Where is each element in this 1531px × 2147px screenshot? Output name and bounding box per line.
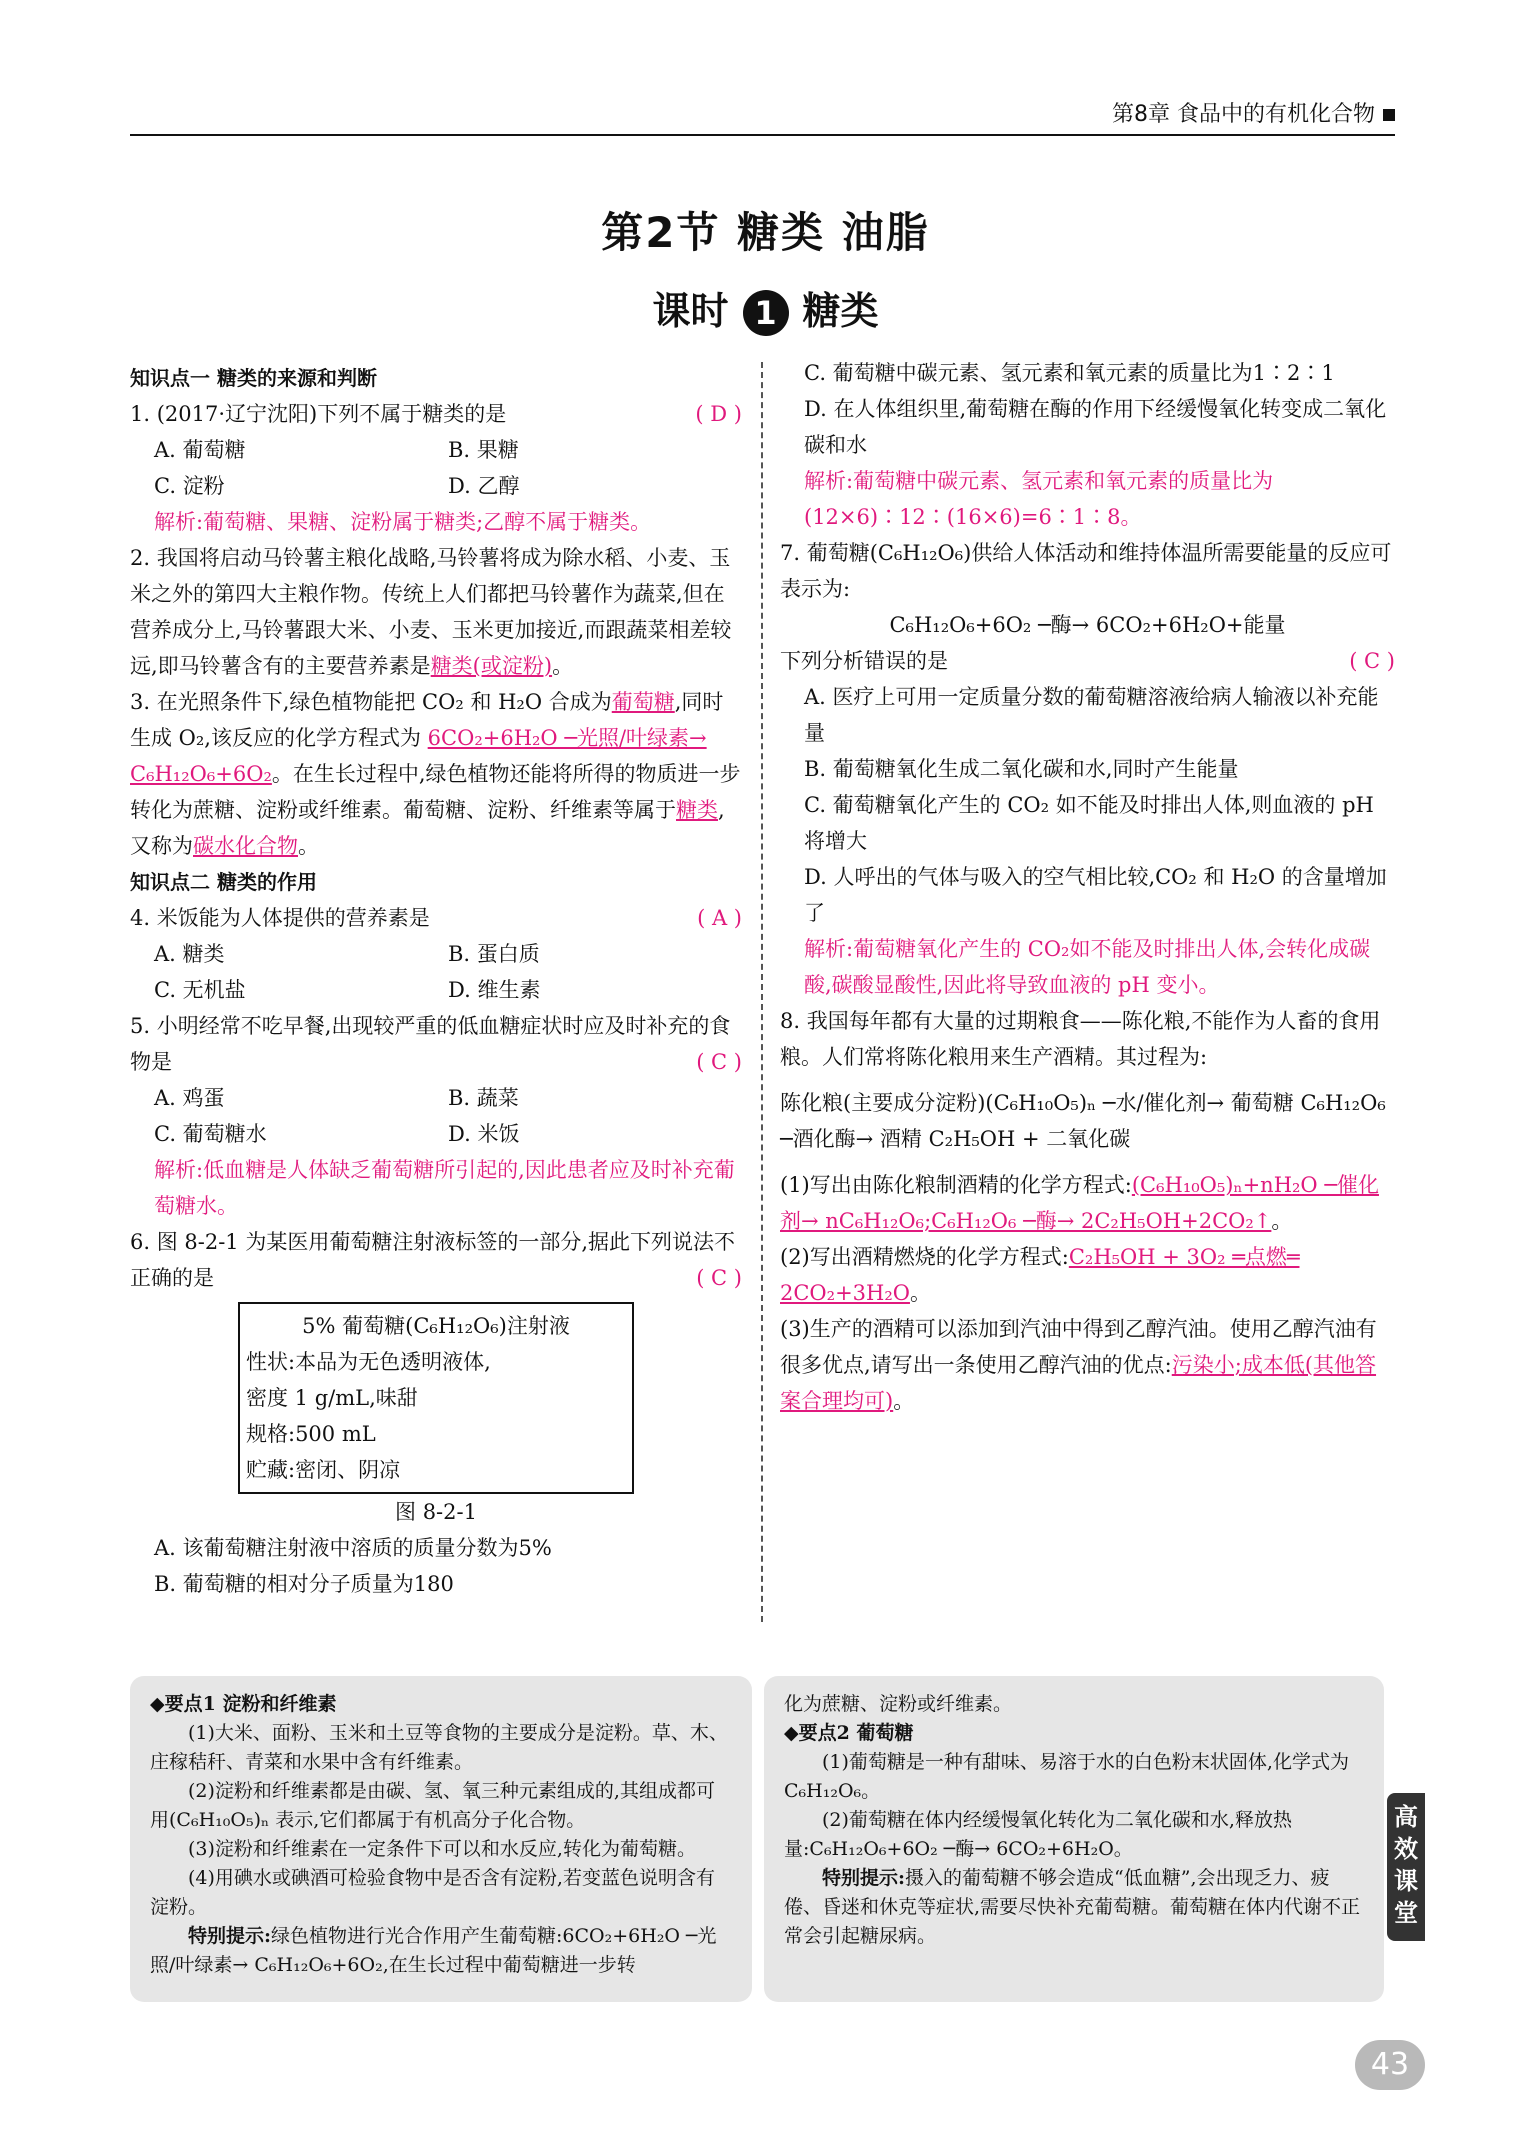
running-header — [130, 96, 1395, 136]
chapter-title: 第8章 食品中的有机化合物 — [1112, 97, 1395, 128]
question-1: ( D ) 1. (2017·辽宁沈阳)下列不属于糖类的是 — [130, 402, 742, 426]
key-point-2-p1: (1)葡萄糖是一种有甜味、易溶于水的白色粉末状固体,化学式为 C₆H₁₂O₆。 — [784, 1751, 1349, 1802]
question-8-2: (2)写出酒精燃烧的化学方程式:C₂H₅OH + 3O₂ ═点燃═ 2CO₂+3H₂O。 — [780, 1245, 1300, 1305]
key-point-1-p1: (1)大米、面粉、玉米和土豆等食物的主要成分是淀粉。草、木、庄稼秸秆、青菜和水果中含有纤维素。 — [150, 1722, 728, 1773]
options-4: A. 糖类 B. 蛋白质 — [154, 942, 540, 966]
option-6d: D. 在人体组织里,葡萄糖在酶的作用下经缓慢氧化转变成二氧化碳和水 — [804, 397, 1387, 457]
lesson-title: 课时 1 糖类 — [0, 280, 1531, 336]
key-points-box-left — [130, 1676, 752, 2002]
section-title: 第2节 糖类 油脂 — [601, 208, 930, 257]
option-7a: A. 医疗上可用一定质量分数的葡萄糖溶液给病人输液以补充能量 — [804, 685, 1379, 745]
question-8-1: (1)写出由陈化粮制酒精的化学方程式:(C₆H₁₀O₅)ₙ+nH₂O ─催化剂→ nC₆H₁₂O₆;C₆H₁₂O₆ ─酶→ 2C₂H₅OH+2CO₂↑。 — [780, 1173, 1379, 1233]
key-point-2-tip: 特别提示:摄入的葡萄糖不够会造成“低血糖”,会出现乏力、疲倦、昏迷和休克等症状,需要尽快补充葡萄糖。葡萄糖在体内代谢不正常会引起糖尿病。 — [784, 1867, 1361, 1947]
explanation-6: 解析:葡萄糖中碳元素、氢元素和氧元素的质量比为(12×6)∶12∶(16×6)=6∶1∶8。 — [804, 469, 1274, 529]
option-7d: D. 人呼出的气体与吸入的空气相比较,CO₂ 和 H₂O 的含量增加了 — [804, 865, 1387, 925]
option-7c: C. 葡萄糖氧化产生的 CO₂ 如不能及时排出人体,则血液的 pH 将增大 — [804, 793, 1374, 853]
question-2: 2. 我国将启动马铃薯主粮化战略,马铃薯将成为除水稻、小麦、玉米之外的第四大主粮作物。传统上人们都把马铃薯作为蔬菜,但在营养成分上,马铃薯跟大米、小麦、玉米更加接近,而跟蔬菜相差较远,即马铃薯含有的主要营养素是糖类(或淀粉)。 — [130, 546, 732, 678]
figure-caption: 图 8-2-1 — [395, 1500, 477, 1524]
key-points-box-right — [764, 1676, 1384, 2002]
key-point-1-heading: ◆要点1 淀粉和纤维素 — [150, 1693, 337, 1715]
question-3: 3. 在光照条件下,绿色植物能把 CO₂ 和 H₂O 合成为葡萄糖,同时生成 O₂,该反应的化学方程式为 6CO₂+6H₂O ─光照/叶绿素→ C₆H₁₂O₆+6O₂。在生长过程中,绿色植物还能将所得的物质进一步转化为蔗糖、淀粉或纤维素。葡萄糖、淀粉、纤维素等属于糖类,又称为碳水化合物。 — [130, 690, 741, 858]
option-7b: B. 葡萄糖氧化生成二氧化碳和水,同时产生能量 — [804, 757, 1239, 781]
options-5: A. 鸡蛋 B. 蔬菜 — [154, 1086, 519, 1110]
key-point-1-p2: (2)淀粉和纤维素都是由碳、氢、氧三种元素组成的,其组成都可用(C₆H₁₀O₅)ₙ 表示,它们都属于有机高分子化合物。 — [150, 1780, 715, 1831]
question-5: 5. 小明经常不吃早餐,出现较严重的低血糖症状时应及时补充的食物是 ( C ) — [130, 1014, 742, 1074]
option-6b: B. 葡萄糖的相对分子质量为180 — [154, 1572, 454, 1596]
page-number: 43 — [1355, 2040, 1425, 2090]
key-point-2-heading: ◆要点2 葡萄糖 — [784, 1722, 914, 1744]
key-point-continuation: 化为蔗糖、淀粉或纤维素。 — [784, 1693, 1013, 1715]
left-column — [130, 360, 742, 1602]
right-column — [780, 355, 1395, 1419]
question-7: 7. 葡萄糖(C₆H₁₂O₆)供给人体活动和维持体温所需要能量的反应可表示为: — [780, 541, 1392, 601]
question-8-3: (3)生产的酒精可以添加到汽油中得到乙醇汽油。使用乙醇汽油有很多优点,请写出一条使用乙醇汽油的优点:污染小;成本低(其他答案合理均可)。 — [780, 1317, 1377, 1413]
options-4b: C. 无机盐 D. 维生素 — [154, 978, 541, 1002]
explanation-7: 解析:葡萄糖氧化产生的 CO₂如不能及时排出人体,会转化成碳酸,碳酸显酸性,因此将导致血液的 pH 变小。 — [804, 937, 1371, 997]
explanation-5: 解析:低血糖是人体缺乏葡萄糖所引起的,因此患者应及时补充葡萄糖水。 — [154, 1158, 735, 1218]
options-1b: C. 淀粉 D. 乙醇 — [154, 474, 520, 498]
question-7-prompt: ( C ) 下列分析错误的是 — [780, 649, 1395, 673]
process-flow: 陈化粮(主要成分淀粉)(C₆H₁₀O₅)ₙ ─水/催化剂→ 葡萄糖 C₆H₁₂O₆ ─酒化酶→ 酒精 C₂H₅OH + 二氧化碳 — [780, 1091, 1386, 1151]
column-divider — [761, 362, 763, 1622]
explanation-1: 解析:葡萄糖、果糖、淀粉属于糖类;乙醇不属于糖类。 — [154, 510, 652, 534]
option-6a: A. 该葡萄糖注射液中溶质的质量分数为5% — [154, 1536, 552, 1560]
key-point-1-p4: (4)用碘水或碘酒可检验食物中是否含有淀粉,若变蓝色说明含有淀粉。 — [150, 1867, 715, 1918]
key-point-2-p2: (2)葡萄糖在体内经缓慢氧化转化为二氧化碳和水,释放热量:C₆H₁₂O₆+6O₂ ─酶→ 6CO₂+6H₂O。 — [784, 1809, 1292, 1860]
question-8: 8. 我国每年都有大量的过期粮食——陈化粮,不能作为人畜的食用粮。人们常将陈化粮用来生产酒精。其过程为: — [780, 1009, 1381, 1069]
equation-7: C₆H₁₂O₆+6O₂ ─酶→ 6CO₂+6H₂O+能量 — [889, 613, 1286, 637]
options-1: A. 葡萄糖 B. 果糖 — [154, 438, 519, 462]
knowledge-point-2: 知识点二 糖类的作用 — [130, 870, 317, 894]
question-6: 6. 图 8-2-1 为某医用葡萄糖注射液标签的一部分,据此下列说法不正确的是 ( C ) — [130, 1230, 742, 1290]
key-point-1-tip: 特别提示:绿色植物进行光合作用产生葡萄糖:6CO₂+6H₂O ─光照/叶绿素→ C₆H₁₂O₆+6O₂,在生长过程中葡萄糖进一步转 — [150, 1925, 717, 1976]
options-5b: C. 葡萄糖水 D. 米饭 — [154, 1122, 520, 1146]
option-6c: C. 葡萄糖中碳元素、氢元素和氧元素的质量比为1∶2∶1 — [804, 361, 1335, 385]
question-4: ( A ) 4. 米饭能为人体提供的营养素是 — [130, 906, 742, 930]
side-tab: 高效课堂 — [1387, 1793, 1425, 1941]
lesson-number-badge: 1 — [743, 290, 789, 336]
header-square-icon — [1383, 109, 1395, 121]
key-point-1-p3: (3)淀粉和纤维素在一定条件下可以和水反应,转化为葡萄糖。 — [188, 1838, 696, 1860]
knowledge-point-1: 知识点一 糖类的来源和判断 — [130, 366, 377, 390]
injection-label-figure: 5% 葡萄糖(C₆H₁₂O₆)注射液 性状:本品为无色透明液体, 密度 1 g/mL,味甜 规格:500 mL 贮藏:密闭、阴凉 — [238, 1302, 634, 1494]
